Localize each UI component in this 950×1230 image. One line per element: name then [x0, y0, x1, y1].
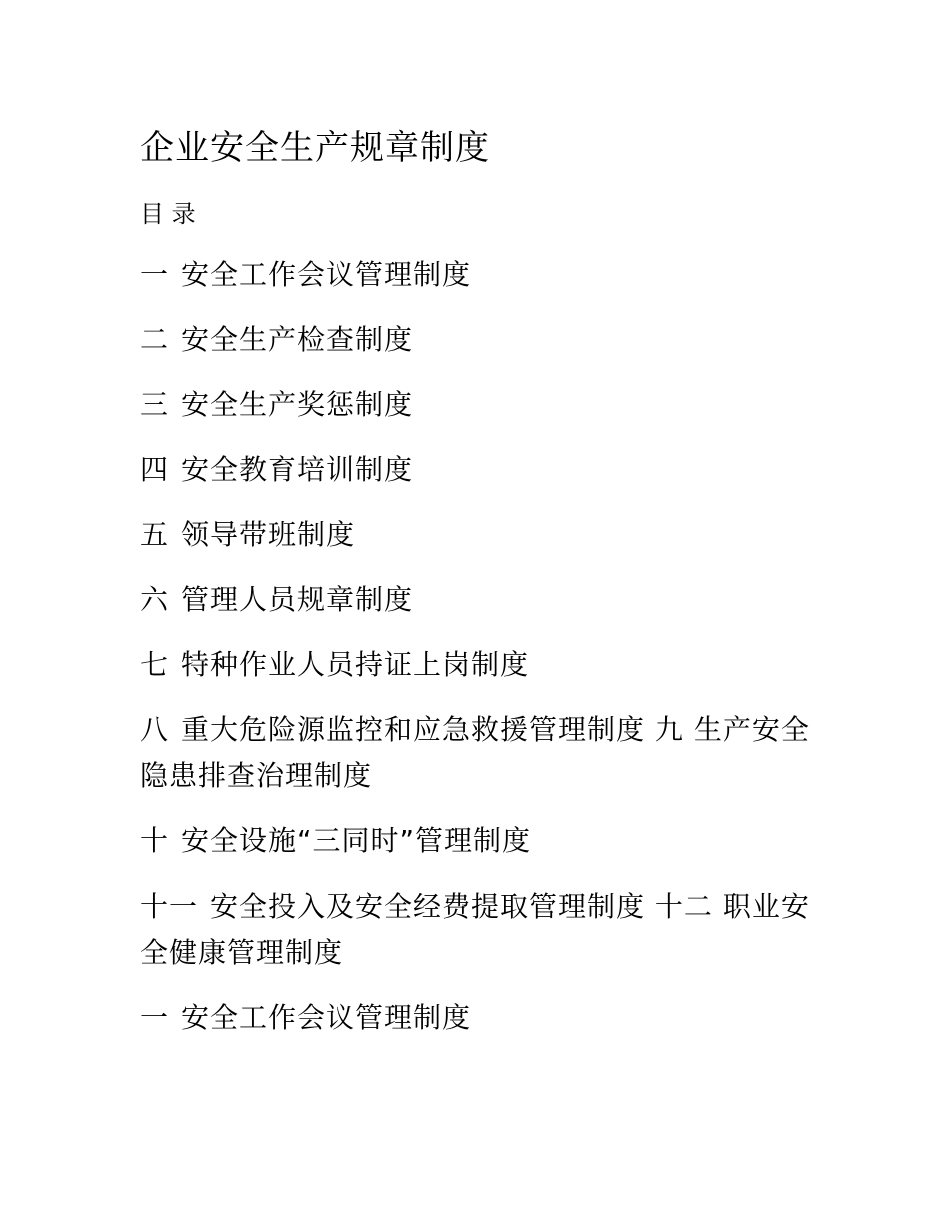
document-title: 企业安全生产规章制度 — [140, 128, 490, 168]
toc-entry-number: 八 — [140, 713, 170, 746]
toc-entry — [140, 382, 820, 428]
toc-entry-number: 四 — [140, 453, 170, 486]
toc-entry-text: 安全设施“三同时”管理制度 — [181, 824, 532, 857]
toc-entry-text: 安全工作会议管理制度 — [181, 258, 472, 291]
toc-entry-number: 二 — [140, 323, 170, 356]
toc-entry-text: 安全生产奖惩制度 — [181, 388, 414, 421]
toc-entry — [140, 317, 820, 363]
toc-entry-number: 十 — [140, 824, 170, 857]
toc-entry-text: 安全工作会议管理制度 — [181, 1001, 472, 1034]
toc-entry-number: 七 — [140, 648, 170, 681]
toc-entry-text: 安全教育培训制度 — [181, 453, 414, 486]
toc-label: 目 录 — [140, 200, 196, 228]
toc-entry-number: 五 — [140, 518, 170, 551]
toc-entry — [140, 447, 820, 493]
toc-entry — [140, 884, 820, 976]
toc-entry-text: 安全生产检查制度 — [181, 323, 414, 356]
toc-entry-text: 安全投入及安全经费提取管理制度 十二 职业安全健康管理制度 — [140, 890, 810, 969]
section-heading — [140, 995, 820, 1041]
toc-entry-text: 重大危险源监控和应急救援管理制度 九 生产安全隐患排查治理制度 — [140, 713, 810, 792]
toc-entry-number: 一 — [140, 1001, 170, 1034]
toc-entry — [140, 707, 820, 799]
toc-entry — [140, 818, 820, 864]
toc-entry-text: 特种作业人员持证上岗制度 — [181, 648, 530, 681]
toc-entry — [140, 577, 820, 623]
toc-entry-text: 领导带班制度 — [181, 518, 356, 551]
toc-entry-number: 三 — [140, 388, 170, 421]
toc-entry — [140, 512, 820, 558]
toc-entry-number: 十一 — [140, 890, 199, 923]
toc-entry — [140, 252, 820, 298]
toc-entry-text: 管理人员规章制度 — [181, 583, 414, 616]
toc-entry-number: 一 — [140, 258, 170, 291]
toc-entry-number: 六 — [140, 583, 170, 616]
toc-entry — [140, 642, 820, 688]
